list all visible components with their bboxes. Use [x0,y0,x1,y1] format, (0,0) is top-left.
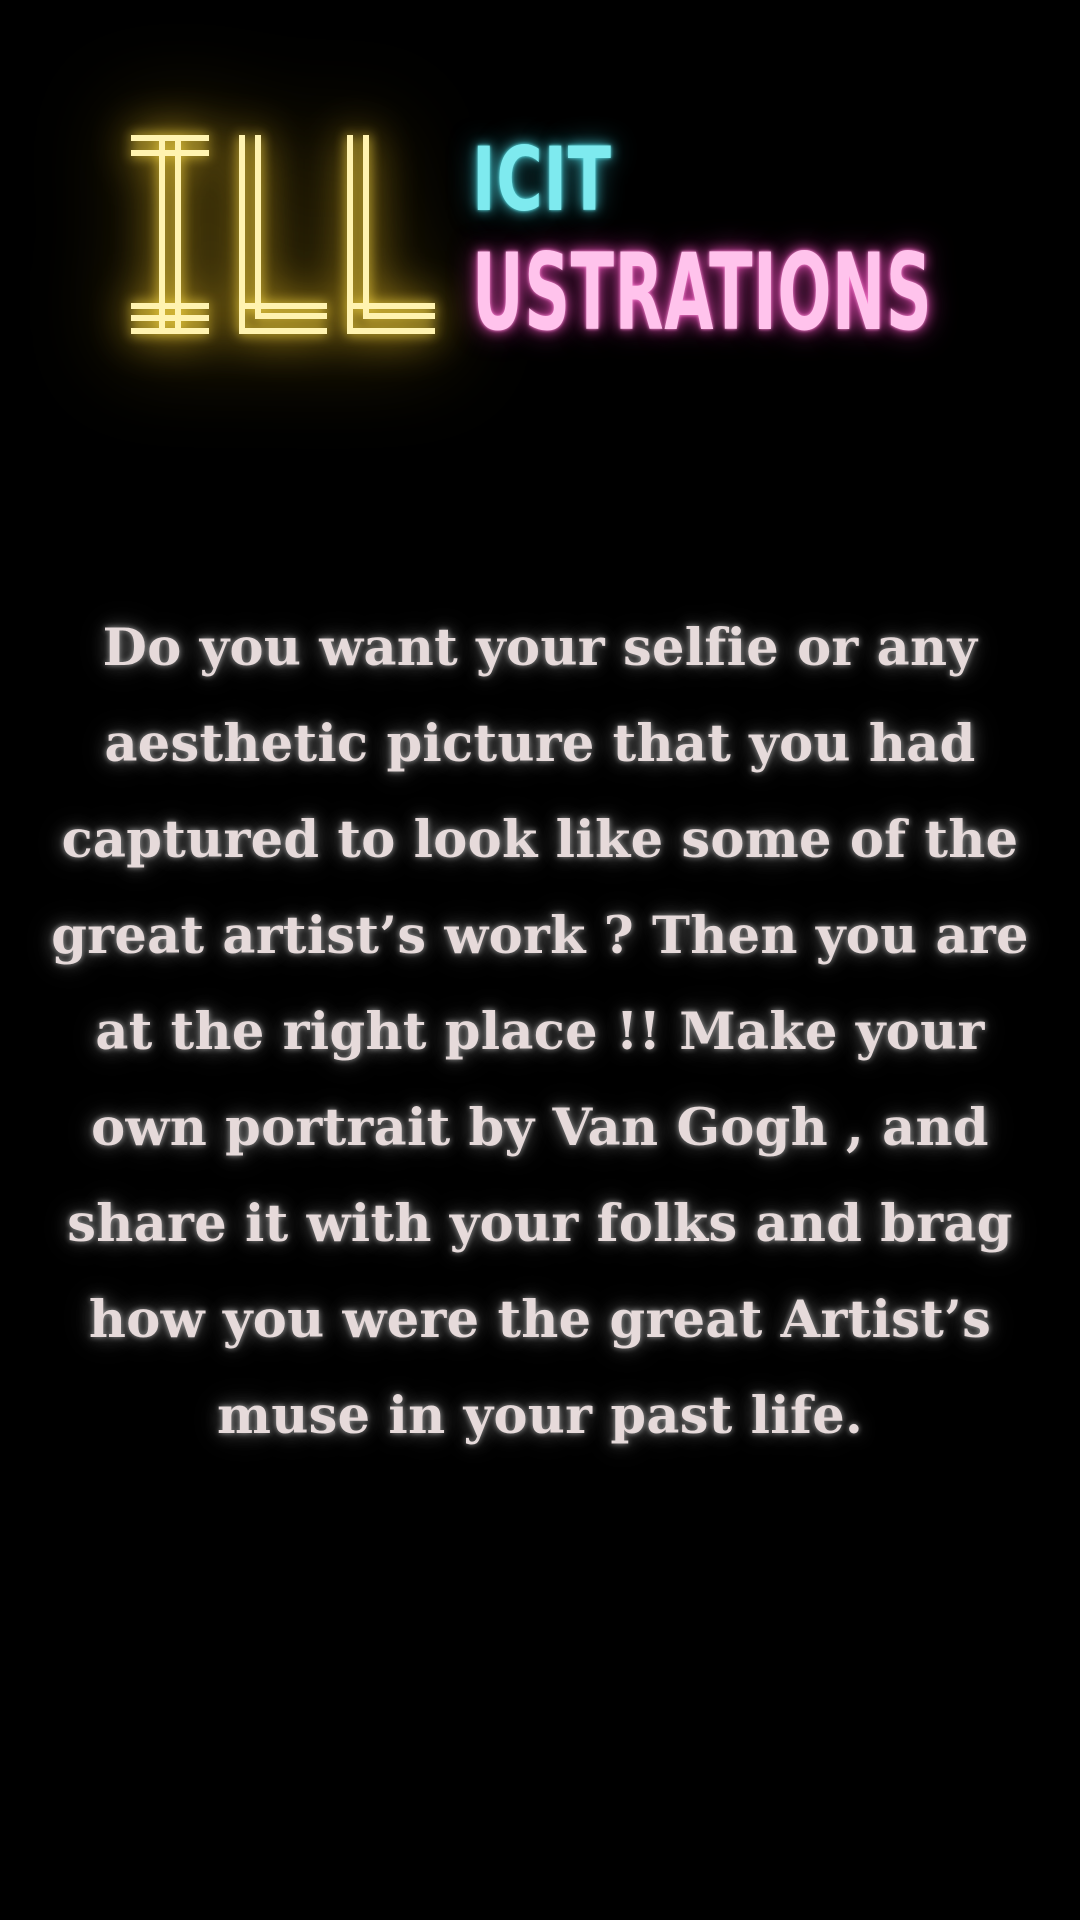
logo-word-ustrations: USTRATIONS [472,231,933,354]
logo-ill-letters [128,128,448,338]
logo-word-icit: ICIT [472,128,612,231]
brand-logo [128,128,933,354]
neon-ill-graphic [128,128,448,338]
description-text: Do you want your selfie or any aesthetic picture that you had captured to look like some of the great artist’s work ? Then you are at the right place !! Make your own portrait by Van Gogh , and share it with your folks and brag how you were the great Artist’s muse in your past life. [51,618,1029,1446]
